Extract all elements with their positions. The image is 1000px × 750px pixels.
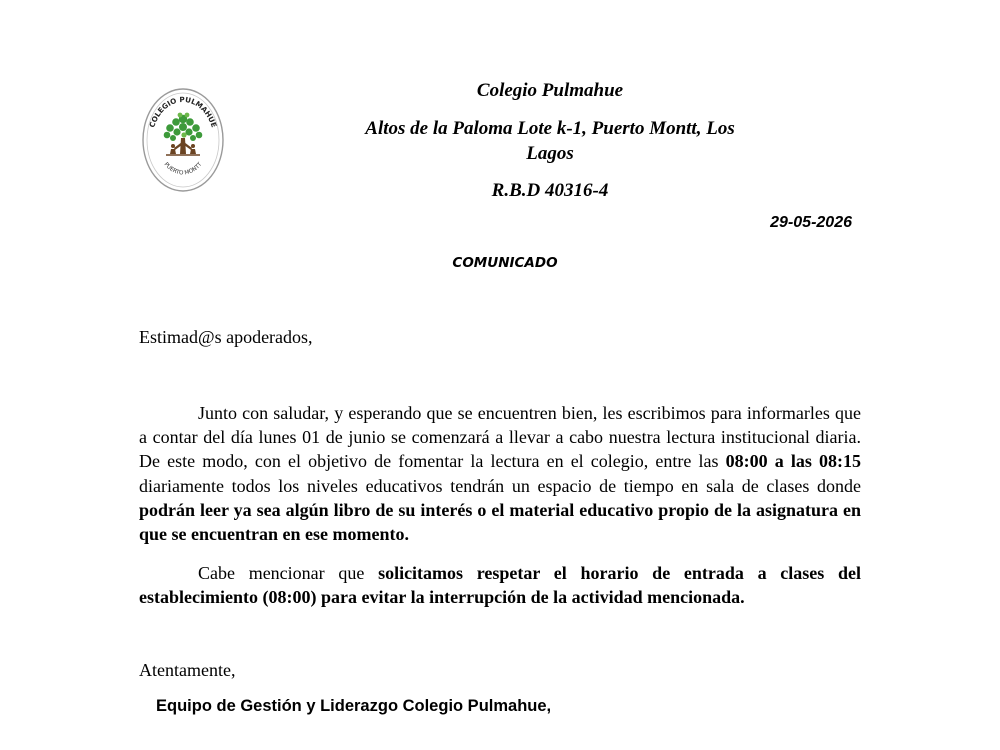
logo-top-text: COLEGIO PULMAHUE bbox=[147, 94, 219, 129]
paragraph-2-bold-a: solicitamos respetar el horario de entrada a clases del establecimiento (08:00) para evitar la interrupción de la actividad mencionada. bbox=[139, 563, 861, 608]
paragraph-2 bbox=[139, 561, 861, 609]
closing: Atentamente, bbox=[139, 660, 236, 680]
school-logo-emblem bbox=[140, 86, 226, 194]
logo-bottom-text: PUERTO MONTT bbox=[162, 161, 204, 177]
school-rbd: R.B.D 40316-4 bbox=[491, 180, 609, 201]
paragraph-2-text-a: Cabe mencionar que bbox=[198, 563, 379, 583]
paragraph-1-bold-b: podrán leer ya sea algún libro de su interés o el material educativo propio de la asignatura en que se encuentran en ese momento. bbox=[139, 499, 861, 545]
school-address: Altos de la Paloma Lote k-1, Puerto Montt, Los Lagos bbox=[365, 118, 735, 164]
svg-text:PUERTO MONTT bbox=[163, 161, 204, 176]
signature: Equipo de Gestión y Liderazgo Colegio Pulmahue, bbox=[156, 697, 552, 715]
paragraph-1-text-b: diariamente todos los niveles educativos tendrán un espacio de tiempo en sala de clases donde bbox=[139, 475, 861, 496]
greeting: Estimad@s apoderados, bbox=[139, 327, 313, 347]
school-name: Colegio Pulmahue bbox=[476, 80, 624, 101]
paragraph-1-bold-a: 08:00 a las 08:15 bbox=[725, 451, 861, 472]
document-title: COMUNICADO bbox=[452, 255, 558, 271]
paragraph-1-text-a: Junto con saludar, y esperando que se encuentren bien, les escribimos para informarles que a contar del día lunes 01 de junio se comenzará a llevar a cabo nuestra lectura institucional diaria. De este modo, con el objetivo de fomentar la lectura en el colegio, entre las bbox=[139, 403, 861, 472]
document-date: 29-05-2026 bbox=[770, 214, 852, 231]
paragraph-1 bbox=[139, 401, 861, 546]
school-logo bbox=[140, 86, 226, 194]
